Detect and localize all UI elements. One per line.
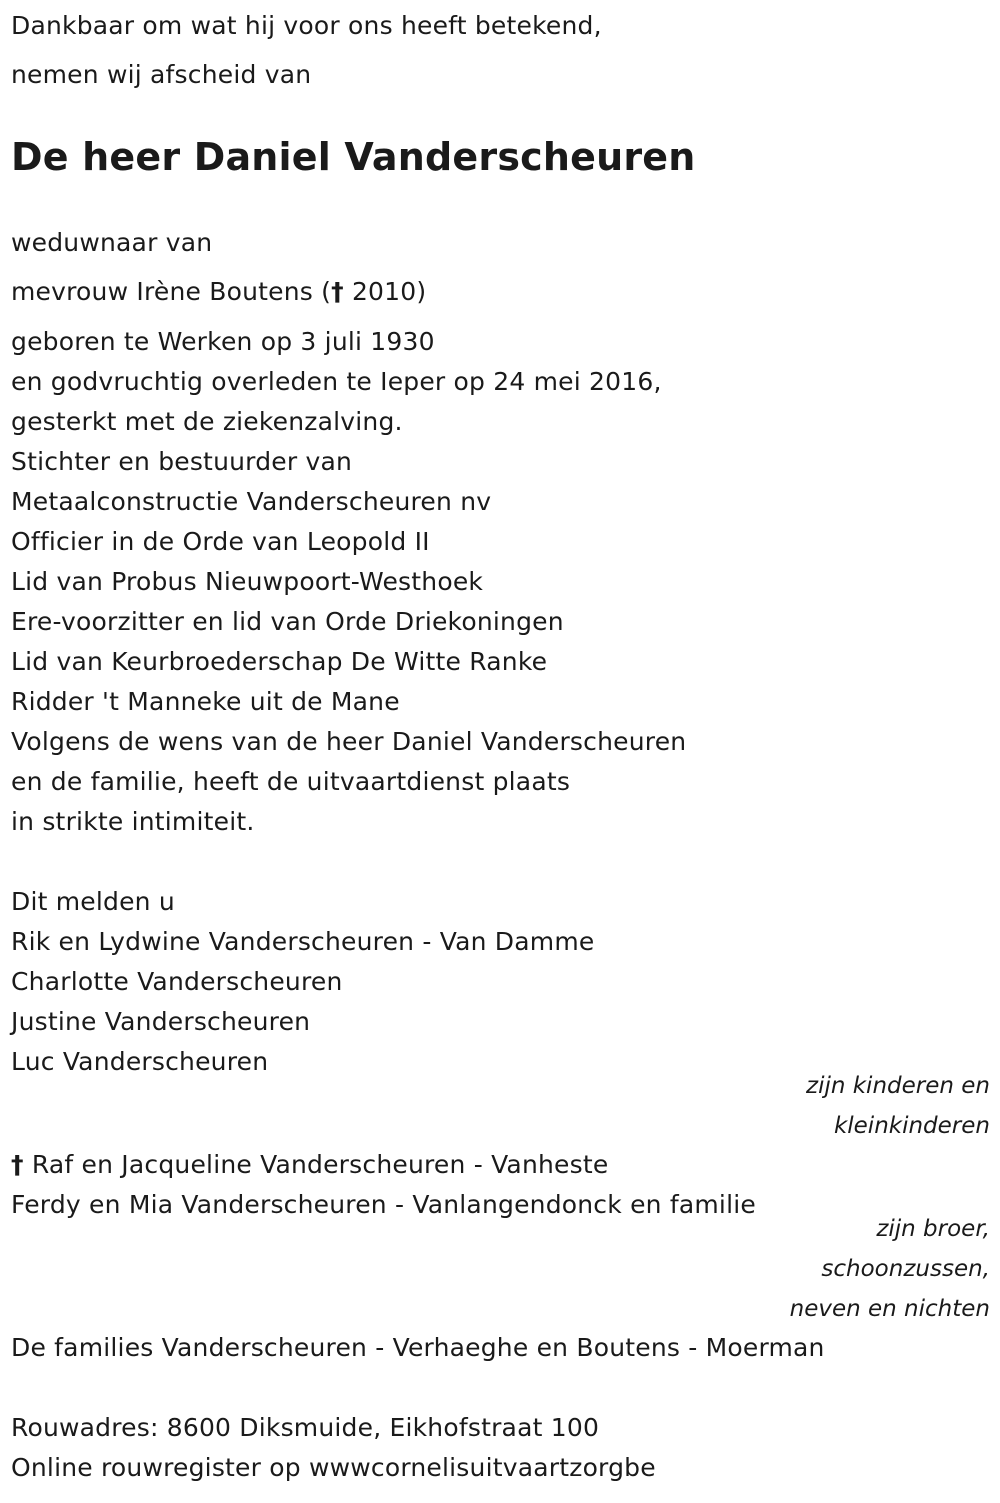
deceased-name: De heer Daniel Vanderscheuren <box>11 135 696 179</box>
siblings-role-1: zijn broer, <box>876 1216 990 1242</box>
detail-death: en godvruchtig overleden te Ieper op 24 mei 2016, <box>11 367 662 396</box>
spouse-relation: weduwnaar van <box>11 228 213 257</box>
children-role-1: zijn kinderen en <box>806 1073 990 1099</box>
spouse-name <box>11 275 426 309</box>
children-role-2: kleinkinderen <box>833 1113 990 1139</box>
child-2: Charlotte Vanderscheuren <box>11 967 343 996</box>
detail-ridder: Ridder 't Manneke uit de Mane <box>11 687 400 716</box>
online-register: Online rouwregister op wwwcornelisuitvaartzorgbe <box>11 1453 656 1482</box>
announcement-intro: Dit melden u <box>11 887 175 916</box>
intro-line-1: Dankbaar om wat hij voor ons heeft betekend, <box>11 11 602 40</box>
siblings-role-2: schoonzussen, <box>821 1256 990 1282</box>
detail-driekoningen: Ere-voorzitter en lid van Orde Driekoningen <box>11 607 564 636</box>
detail-wish-2: en de familie, heeft de uitvaartdienst plaats <box>11 767 571 796</box>
mourning-address: Rouwadres: 8600 Diksmuide, Eikhofstraat 100 <box>11 1413 600 1442</box>
spouse-name-prefix: mevrouw Irène Boutens ( <box>11 277 332 306</box>
detail-founder: Stichter en bestuurder van <box>11 447 353 476</box>
siblings-role-3: neven en nichten <box>789 1296 990 1322</box>
detail-sacrament: gesterkt met de ziekenzalving. <box>11 407 403 436</box>
spouse-year: 2010) <box>343 277 427 306</box>
sibling-1-name: Raf en Jacqueline Vanderscheuren - Vanheste <box>23 1150 609 1179</box>
detail-witte-ranke: Lid van Keurbroederschap De Witte Ranke <box>11 647 548 676</box>
families-line: De families Vanderscheuren - Verhaeghe en Boutens - Moerman <box>11 1333 825 1362</box>
intro-line-2: nemen wij afscheid van <box>11 60 312 89</box>
detail-wish-1: Volgens de wens van de heer Daniel Vanderscheuren <box>11 727 687 756</box>
cross-icon: † <box>11 1150 24 1179</box>
child-3: Justine Vanderscheuren <box>11 1007 311 1036</box>
detail-wish-3: in strikte intimiteit. <box>11 807 255 836</box>
sibling-1 <box>11 1148 608 1182</box>
detail-company: Metaalconstructie Vanderscheuren nv <box>11 487 492 516</box>
sibling-2: Ferdy en Mia Vanderscheuren - Vanlangendonck en familie <box>11 1190 756 1219</box>
child-1: Rik en Lydwine Vanderscheuren - Van Damme <box>11 927 595 956</box>
cross-icon: † <box>331 277 344 306</box>
detail-probus: Lid van Probus Nieuwpoort-Westhoek <box>11 567 484 596</box>
child-4: Luc Vanderscheuren <box>11 1047 269 1076</box>
detail-birth: geboren te Werken op 3 juli 1930 <box>11 327 435 356</box>
detail-order-leopold: Officier in de Orde van Leopold II <box>11 527 430 556</box>
